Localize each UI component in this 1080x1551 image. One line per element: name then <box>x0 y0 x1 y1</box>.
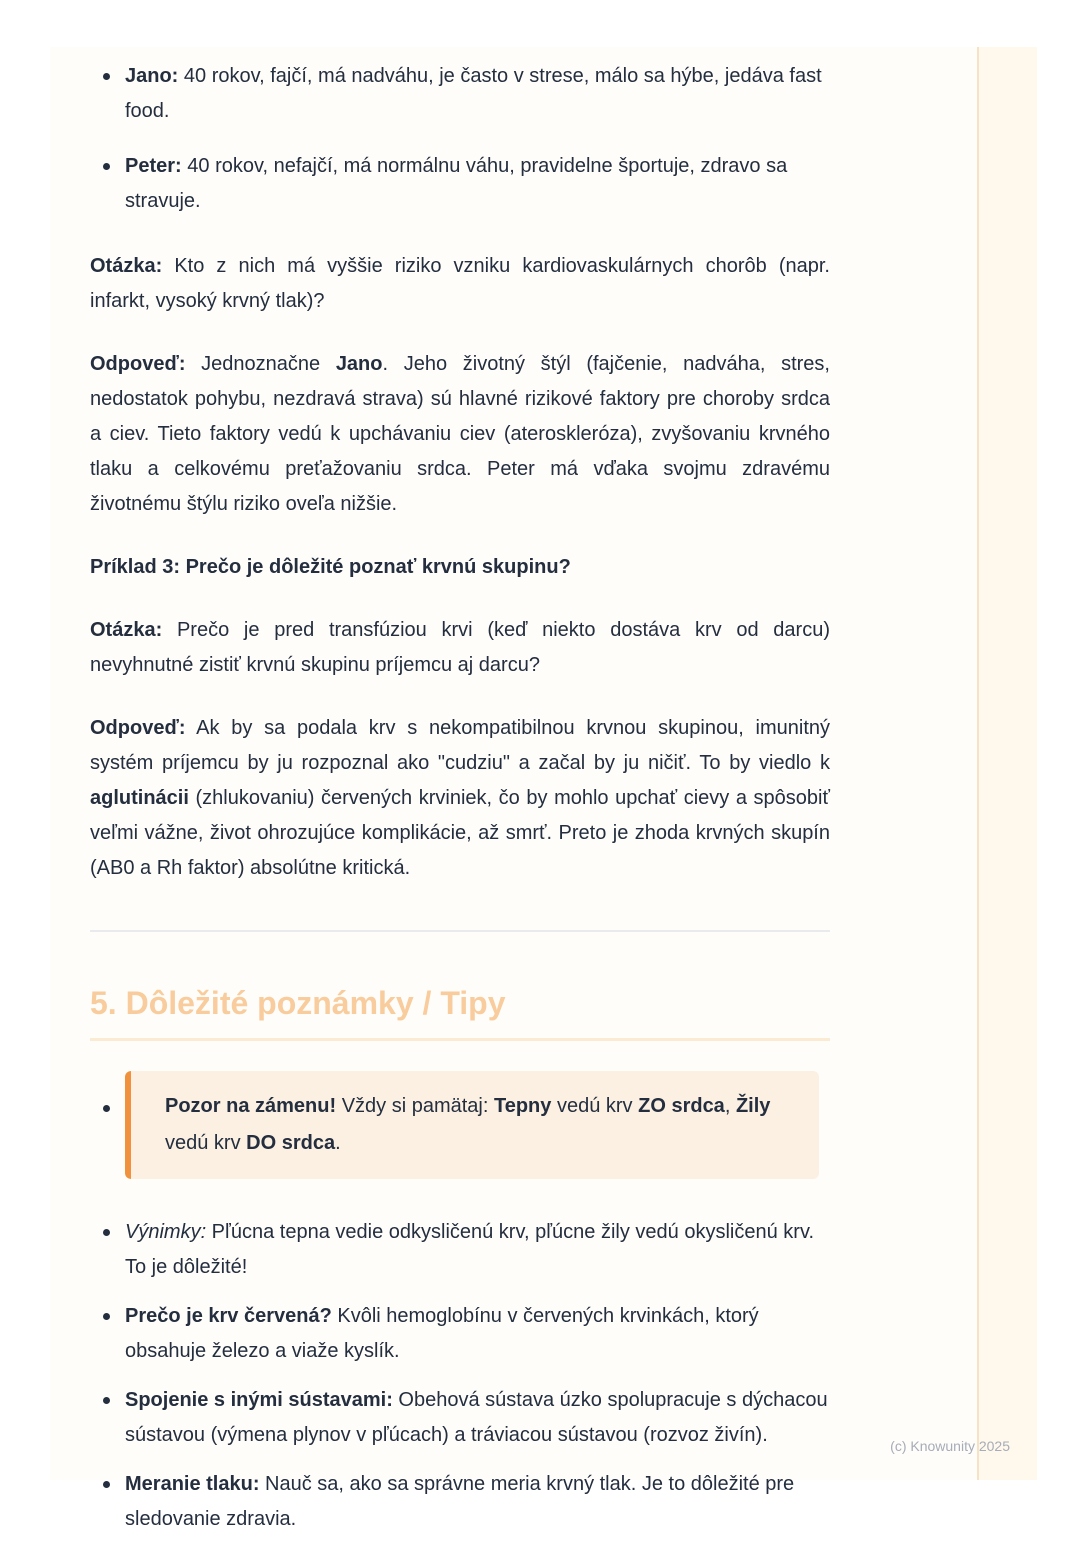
question-text: Prečo je pred transfúziou krvi (keď niekto dostáva krv od darcu) nevyhnutné zistiť krvnú skupinu príjemcu aj darcu? <box>90 619 830 676</box>
list-item-text <box>125 59 830 129</box>
list-item <box>90 1215 830 1285</box>
callout-bold: DO srdca <box>246 1132 336 1154</box>
question-label: Otázka: <box>90 255 163 277</box>
bullet-icon <box>103 1313 110 1320</box>
list-item-text <box>125 1299 830 1369</box>
list-item-label: Prečo je krv červená? <box>125 1305 332 1327</box>
page-edge-stripe <box>977 47 1037 1480</box>
document-page <box>50 47 1037 1530</box>
callout-text: , <box>724 1095 736 1117</box>
callout-bold: Tepny <box>493 1095 552 1117</box>
list-item-text <box>125 1467 830 1537</box>
answer-text: (zhlukovaniu) červených krviniek, čo by mohlo upchať cievy a spôsobiť veľmi vážne, život ohrozujúce komplikácie, až smrť. Preto je zhoda krvných skupín (AB0 a Rh faktor) absolútne kritická. <box>90 787 830 879</box>
list-item-label: Výnimky: <box>125 1221 207 1243</box>
tips-bullet-list <box>90 1215 830 1537</box>
answer-label: Odpoveď: <box>90 717 186 739</box>
bullet-icon <box>103 1105 110 1112</box>
bullet-icon <box>103 1397 110 1404</box>
question-paragraph <box>90 249 830 319</box>
list-item-label: Meranie tlaku: <box>125 1473 260 1495</box>
bullet-icon <box>103 163 110 170</box>
callout-bold: ZO srdca <box>638 1095 725 1117</box>
example-heading: Príklad 3: Prečo je dôležité poznať krvnú skupinu? <box>90 556 571 578</box>
list-item-body: Kvôli hemoglobínu v červených krvinkách, ktorý obsahuje železo a viaže kyslík. <box>125 1305 759 1362</box>
answer-bold-term: aglutinácii <box>90 787 189 809</box>
list-item <box>90 59 830 129</box>
list-item <box>90 1383 830 1453</box>
list-item-text <box>125 149 830 219</box>
list-item-body: Pľúcna tepna vedie odkysličenú krv, pľúcne žily vedú okysličenú krv. To je dôležité! <box>125 1221 815 1278</box>
list-item <box>90 1299 830 1369</box>
question-text: Kto z nich má vyššie riziko vzniku kardiovaskulárnych chorôb (napr. infarkt, vysoký krvný tlak)? <box>90 255 830 312</box>
callout-text: Vždy si pamätaj: <box>336 1095 494 1117</box>
document-content <box>90 59 830 1551</box>
copyright-watermark: (c) Knowunity 2025 <box>890 1438 1010 1454</box>
question-label: Otázka: <box>90 619 163 641</box>
callout-text: . <box>335 1132 341 1154</box>
answer-text: Jednoznačne <box>185 353 336 375</box>
callout-text: vedú krv <box>551 1095 639 1117</box>
list-item-text <box>125 1215 830 1285</box>
list-item <box>90 149 830 219</box>
question-paragraph <box>90 613 830 683</box>
list-item-label: Spojenie s inými sústavami: <box>125 1389 393 1411</box>
answer-paragraph <box>90 711 830 886</box>
answer-bold-term: Jano <box>335 353 383 375</box>
answer-text: Ak by sa podala krv s nekompatibilnou krvnou skupinou, imunitný systém príjemcu by ju rozpoznal ako "cudziu" a začal by ju ničiť. To by viedlo k <box>90 717 830 774</box>
list-item-text <box>125 1383 830 1453</box>
callout-bold: Žily <box>735 1095 771 1117</box>
answer-label: Odpoveď: <box>90 353 186 375</box>
list-item-body: Obehová sústava úzko spolupracuje s dýchacou sústavou (výmena plynov v pľúcach) a tráviacou sústavou (rozvoz živín). <box>125 1389 828 1446</box>
bullet-icon <box>103 1481 110 1488</box>
callout-bold: Pozor na zámenu! <box>165 1095 337 1117</box>
list-item-label: Peter: <box>125 155 182 177</box>
list-item-label: Jano: <box>125 65 179 87</box>
callout-list-item <box>90 1071 830 1179</box>
list-item <box>90 1467 830 1537</box>
comparison-bullet-list <box>90 59 830 219</box>
callout-text: vedú krv <box>165 1132 247 1154</box>
bullet-icon <box>103 73 110 80</box>
list-item-body: Nauč sa, ako sa správne meria krvný tlak. Je to dôležité pre sledovanie zdravia. <box>125 1473 795 1530</box>
bullet-icon <box>103 1229 110 1236</box>
list-item-body: 40 rokov, nefajčí, má normálnu váhu, pravidelne športuje, zdravo sa stravuje. <box>125 155 788 212</box>
list-item-body: 40 rokov, fajčí, má nadváhu, je často v strese, málo sa hýbe, jedáva fast food. <box>125 65 822 122</box>
answer-text: . Jeho životný štýl (fajčenie, nadváha, stres, nedostatok pohybu, nezdravá strava) sú hlavné rizikové faktory pre choroby srdca a ciev. Tieto faktory vedú k upchávaniu ciev (ateroskleróza), zvyšovaniu krvného tlaku a celkovému preťažovaniu srdca. Peter má vďaka svojmu zdravému životnému štýlu riziko oveľa nižšie. <box>90 353 830 515</box>
section-divider <box>90 930 830 932</box>
section-heading: 5. Dôležité poznámky / Tipy <box>90 984 830 1041</box>
answer-paragraph <box>90 347 830 522</box>
warning-callout <box>125 1071 819 1179</box>
